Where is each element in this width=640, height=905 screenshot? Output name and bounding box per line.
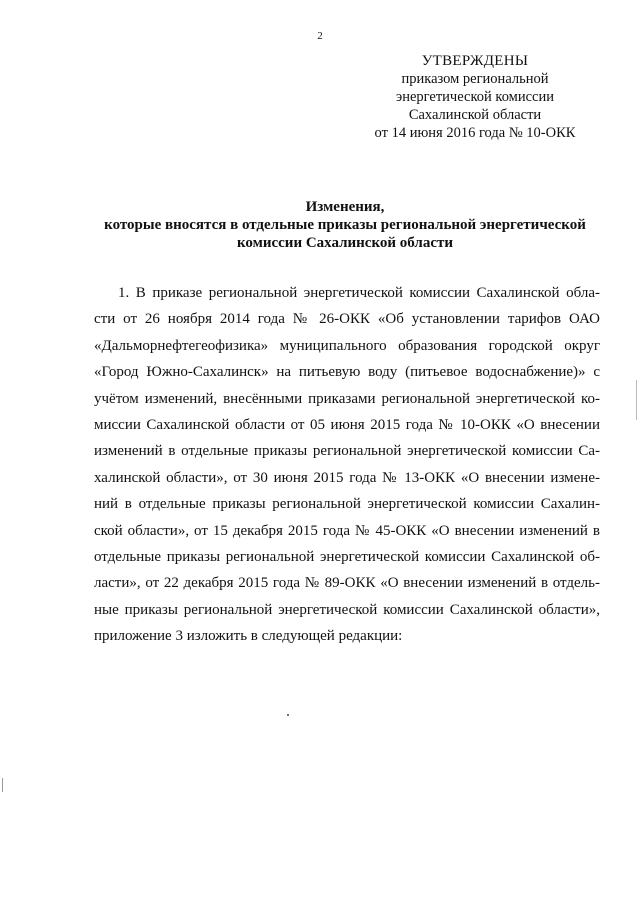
body-line: приложение 3 изложить в следующей редакции: [94,628,403,645]
title-line: комиссии Сахалинской области [236,235,454,251]
approval-line: от 14 июня 2016 года № 10-ОКК [374,125,576,141]
scan-speck [287,714,289,716]
title-line: Изменения, [305,199,385,215]
body-line: изменений в отдельные приказы региональной энергетической комиссии Са- [94,443,600,460]
body-line: 1. В приказе региональной энергетической комиссии Сахалинской обла- [118,285,600,301]
body-line: «Город Южно-Сахалинск» на питьевую воду (питьевое водоснабжение)» с [94,364,600,381]
body-line: ской области», от 15 декабря 2015 года № 45-ОКК «О внесении изменений в [94,522,600,539]
body-line: халинской области», от 30 июня 2015 года № 13-ОКК «О внесении измене- [94,469,600,486]
page-number: 2 [317,30,323,42]
body-line: «Дальморнефтегеофизика» муниципального образования городской округ [94,337,600,354]
body-paragraph [94,280,600,650]
scan-edge-mark [2,778,3,792]
approval-line: приказом региональной [401,71,549,87]
body-line: сти от 26 ноября 2014 года № 26-ОКК «Об установлении тарифов ОАО [94,311,600,328]
body-line: ний в отдельные приказы региональной энергетической комиссии Сахалин- [94,496,600,513]
approval-block [340,52,610,142]
approval-line: энергетической комиссии [395,89,555,105]
body-line: ласти», от 22 декабря 2015 года № 89-ОКК «О внесении изменений в отдель- [94,575,600,592]
body-line: отдельные приказы региональной энергетической комиссии Сахалинской об- [94,549,600,566]
body-line: учётом изменений, внесёнными приказами региональной энергетической ко- [94,390,600,407]
body-line: миссии Сахалинской области от 05 июня 2015 года № 10-ОКК «О внесении [94,417,600,434]
scan-edge-mark [636,380,637,420]
approval-line: Сахалинской области [408,107,542,123]
body-line: ные приказы региональной энергетической комиссии Сахалинской области», [94,601,600,618]
title-line: которые вносятся в отдельные приказы региональной энергетической [104,217,586,233]
approval-heading: УТВЕРЖДЕНЫ [421,53,529,69]
document-title [80,198,610,252]
